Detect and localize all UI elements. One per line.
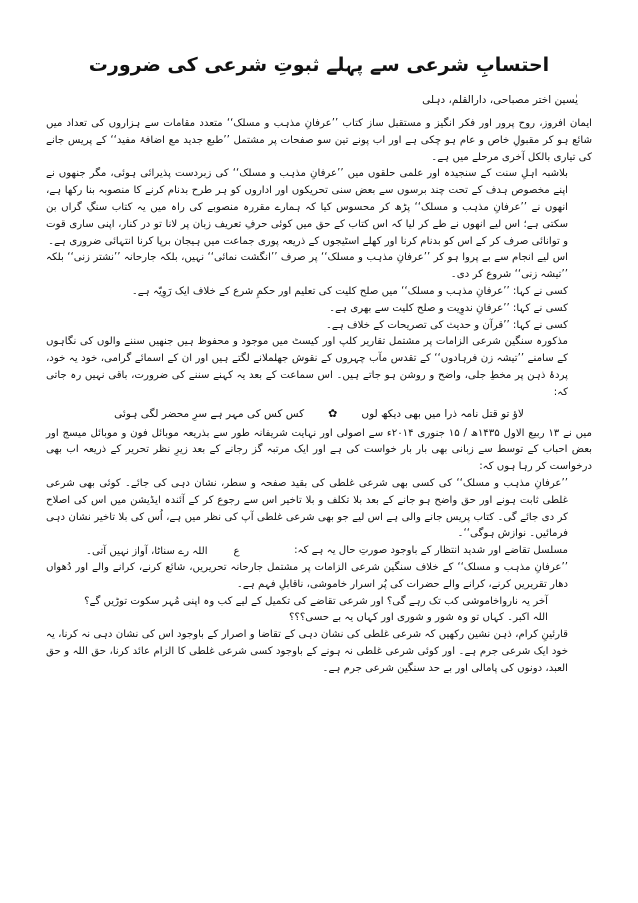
verse-line: [46, 543, 592, 560]
closing-paragraph: قارئینِ کرام، ذہن نشین رکھیں کہ شرعی غلطی کی نشان دہی کے تقاضا و اصرار کے باوجود اس کی نشان دہی نہ کرنا، یہ خود ایک شرعی جرم ہے۔ اور کوئی شرعی غلطی نہ ہونے کے باوجود کسی شرعی غلطی کا الزام عائد کرنا، حق اللہ و حق العبد، دونوں کی پامالی اور بے حد سنگین شرعی جرم ہے۔: [46, 629, 568, 674]
paragraph: ایمان افروز، روح پرور اور فکر انگیز و مستقبل ساز کتاب ’’عرفانِ مذہب و مسلک‘‘ متعدد مقامات سے ہزاروں کی تعداد میں شائع ہو کر مقبولِ خاص و عام ہو چکی ہے اور اب پونے تین سو صفحات پر مشتمل ’’طبع جدید مع اضافۂ مفید‘‘ کے پریس جانے کی تیاری بالکل آخری مرحلے میں ہے۔: [46, 118, 592, 163]
question-line: اللہ اکبر۔ کہاں تو وہ شور و شوری اور کہاں یہ بے حسی؟؟؟: [289, 612, 548, 624]
paragraph: بلاشبہ اہلِ سنت کے سنجیدہ اور علمی حلقوں میں ’’عرفانِ مذہب و مسلک‘‘ کی زبردست پذیرائی ہوئی، مگر جنھوں نے اپنے مخصوص ہدف کے تحت چند برسوں سے بعض سنی تحریکوں اور اداروں کو ہر طرح بدنام کرنے کا منصوبہ بنا رکھا ہے، انھوں نے ’’عرفانِ مذہب و مسلک‘‘ پڑھ کر محسوس کیا کہ ہمارے مقررہ منصوبے کی راہ میں یہ کتاب سنگِ گراں بن سکتی ہے؛ اس لیے انھوں نے طے کر لیا کہ اس کتاب کے حق میں کوئی حرفِ تعریف زبان پر لانا تو در کنار، اپنی ساری قوت و توانائی صرف کر کے اس کو بدنام کرنا اور کھلے اسٹیجوں کے ذریعہ پوری جماعت میں ہیجان برپا کرنا انتہائی ضروری ہے۔: [46, 168, 568, 247]
claim-line: کسی نے کہا: ’’عرفانِ مذہب و مسلک‘‘ میں صلح کلیت کی تعلیم اور حکمِ شرع کے خلاف ایک رَوِیّہ ہے۔: [131, 285, 568, 297]
poetry-couplet: [46, 404, 592, 424]
paragraph: ’’عرفانِ مذہب و مسلک‘‘ کے خلاف سنگین شرعی الزامات پر مشتمل جارحانہ تحریریں، شائع کرنے، کرانے والے اور دُھواں دھار تقریریں کرنے، کرانے والے حضرات کی پُر اسرار خاموشی، ناقابلِ فہم ہے۔: [46, 561, 568, 590]
article-title: احتسابِ شرعی سے پہلے ثبوتِ شرعی کی ضرورت: [88, 54, 550, 76]
verse-marker: ع: [233, 546, 240, 558]
author-line: یٰسین اختر مصباحی، دارالقلم، دہلی: [422, 94, 578, 106]
paragraph: میں نے ۱۳ ربیع الاول ۱۴۳۵ھ / ۱۵ جنوری ۲۰۱۴ء سے اصولی اور نہایت شریفانہ طور سے بذریعہ موبائل فون و موبائل میسج اور بعض احباب کے توسط سے زبانی بھی بار بار خواست کی ہے اور ایک مرتبہ گز رجانے کے بعد زیرِ نظر تحریر کے ذریعہ اب بھی درخواست کر رہا ہوں کہ:: [46, 427, 592, 473]
verse-intro: مسلسل تقاضے اور شدید انتظار کے باوجود صورتِ حال یہ ہے کہ:: [294, 545, 568, 557]
claim-line: کسی نے کہا: ’’عرفانِ ندوِیت و صلح کلیت سے بھری ہے۔: [329, 302, 568, 314]
couplet-second-line: لاؤ تو قتل نامہ ذرا میں بھی دیکھ لوں: [361, 407, 524, 420]
verse-text: [46, 546, 240, 557]
article-body: [46, 116, 592, 678]
paragraph: اس لیے انجام سے بے پروا ہو کر ’’عرفانِ مذہب و مسلک‘‘ پر صرف ’’انگشت نمائی‘‘ نہیں، بلکہ جارحانہ ’’نشتر زنی‘‘ بلکہ ’’تیشہ زنی‘‘ شروع کر دی۔: [46, 252, 568, 281]
couplet-first-line: کس کس کی مہر ہے سرِ محضر لگی ہوئی: [114, 407, 305, 420]
flower-separator-icon: ✿: [328, 406, 338, 420]
verse-quote: اللہ رے سناٹا، آواز نہیں آتی۔: [86, 546, 208, 558]
paragraph: مذکورہ سنگین شرعی الزامات پر مشتمل تقاریر کلپ اور کیسٹ میں موجود و محفوظ ہیں جنھیں سننے والوں کی نگاہوں کے سامنے ’’تیشہ زن فرہادوں‘‘ کے تقدس مآب چہروں کے نقوش جھلملانے لگتے ہیں اور ان کے اسمائے گرامی، خود یہ خود، پردۂ ذہن پر مخطِ جلی، واضح و روشن ہو جاتے ہیں۔ اس سماعت کے بعد یہ کہنے سننے کی ضرورت، باقی نہیں رہ جاتی کہ:: [46, 336, 568, 398]
quoted-request: ’’عرفانِ مذہب و مسلک‘‘ کی کسی بھی شرعی غلطی کی بقید صفحہ و سطر، نشان دہی کی جائے۔ کوئی بھی شرعی غلطی ثابت ہونے اور حق واضح ہو جانے کے بعد بلا تکلف و بلا تاخیر اس سے رجوع کر کے آئندہ ایڈیشن میں اس کی اصلاح کر دی جائے گی۔ کتاب پریس جانے والی ہے اس لیے جو بھی شرعی غلطی آپ کی نظر میں ہے، اُس کی بلا تاخیر نشان دہی فرمائیں۔ نوازش ہوگی‘‘۔: [46, 477, 568, 540]
claim-line: کسی نے کہا: ’’قرآن و حدیث کی تصریحات کے خلاف ہے۔: [325, 319, 568, 331]
question-line: آخر یہ نارواخاموشی کب تک رہے گی؟ اور شرعی تقاضے کی تکمیل کے لیے کب وہ اپنی مُہر سکوت توڑیں گے؟: [84, 595, 548, 607]
